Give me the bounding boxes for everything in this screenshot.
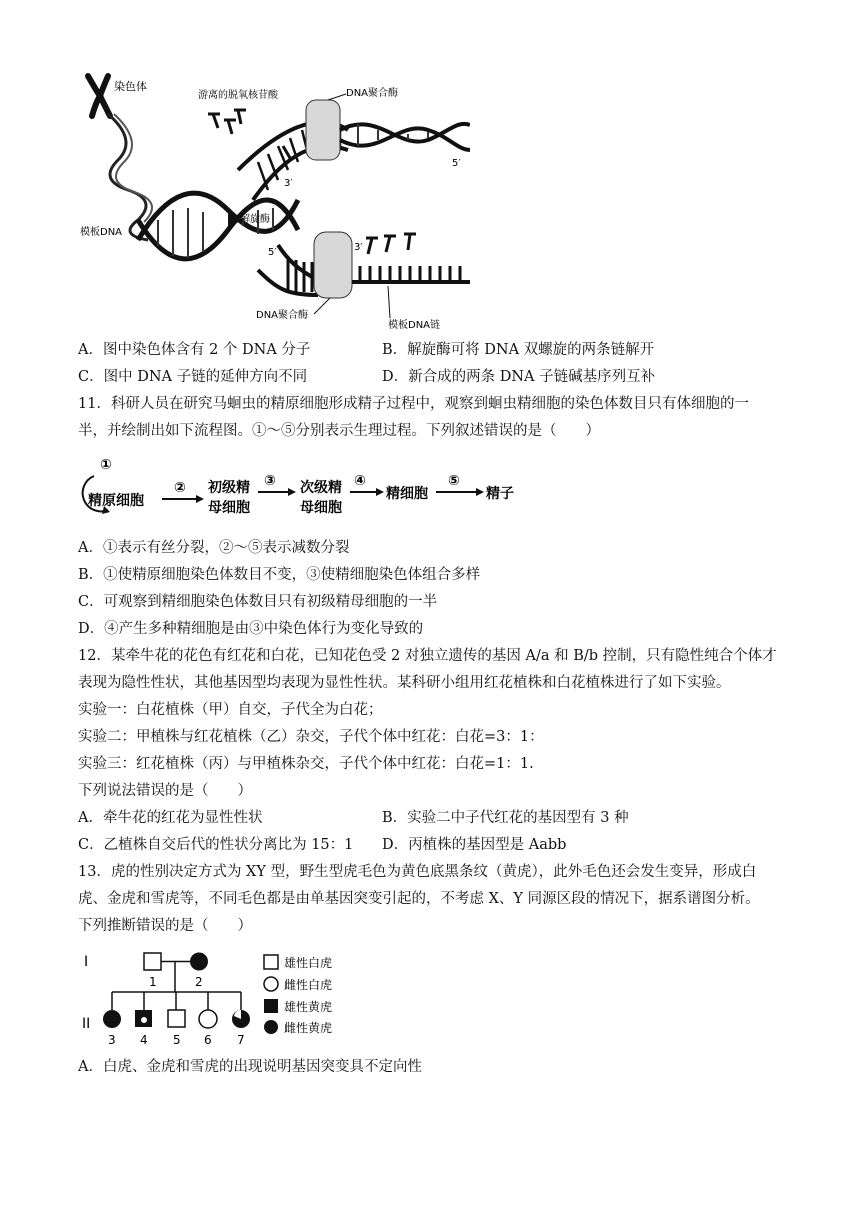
pedigree-num-3: 3 bbox=[108, 1033, 116, 1047]
q12-experiment-3: 实验三：红花植株（丙）与甲植株杂交，子代个体中红花：白花=1：1. bbox=[78, 756, 534, 772]
legend-male-yellow-symbol bbox=[264, 999, 278, 1013]
flow-c2: ② bbox=[174, 480, 186, 496]
pedigree-individual-3 bbox=[103, 1010, 121, 1028]
dna-replication-figure bbox=[78, 70, 470, 332]
flow-spermatogonium: 精原细胞 bbox=[88, 493, 144, 509]
q12-stem-line2: 表现为隐性性状，其他基因型均表现为显性性状。某科研小组用红花植株和白花植株进行了如下实验。 bbox=[78, 675, 731, 691]
legend-male-white: 雄性白虎 bbox=[284, 956, 333, 970]
spermatogenesis-flowchart bbox=[78, 452, 518, 524]
dna-polymerase-bottom-label: DNA聚合酶 bbox=[256, 310, 309, 321]
dna-polymerase-top-label: DNA聚合酶 bbox=[346, 88, 399, 99]
pedigree-individual-5 bbox=[168, 1010, 185, 1027]
flow-c4: ④ bbox=[354, 473, 366, 489]
end-5-bottom: 5′ bbox=[268, 247, 277, 258]
helicase-label: 解旋酶 bbox=[240, 214, 270, 225]
q12-experiment-2: 实验二：甲植株与红花植株（乙）杂交，子代个体中红花：白花=3：1： bbox=[78, 729, 544, 745]
pedigree-num-6: 6 bbox=[204, 1033, 212, 1047]
end-3-bottom: 3′ bbox=[354, 242, 363, 253]
legend-female-white: 雌性白虎 bbox=[284, 978, 333, 992]
legend-female-yellow: 雌性黄虎 bbox=[284, 1021, 333, 1035]
template-strand-label: 模板DNA链 bbox=[388, 320, 441, 331]
upper-daughter-duplex bbox=[238, 100, 470, 200]
flow-primary-1: 初级精 bbox=[208, 480, 250, 496]
q10-option-a: A．图中染色体含有 2 个 DNA 分子 bbox=[78, 342, 311, 358]
flow-secondary-1: 次级精 bbox=[300, 480, 342, 496]
legend-female-yellow-symbol bbox=[264, 1020, 278, 1034]
q11-option-c: C．可观察到精细胞染色体数目只有初级精母细胞的一半 bbox=[78, 594, 438, 610]
q11-option-b: B．①使精原细胞染色体数目不变，③使精细胞染色体组合多样 bbox=[78, 567, 481, 583]
q10-option-b: B．解旋酶可将 DNA 双螺旋的两条链解开 bbox=[382, 342, 655, 358]
pedigree-num-1: 1 bbox=[149, 975, 157, 989]
pedigree-individual-2 bbox=[190, 953, 208, 971]
flow-c3: ③ bbox=[264, 473, 276, 489]
tiger-pedigree-chart bbox=[78, 944, 358, 1048]
free-nucleotides-top bbox=[208, 110, 290, 158]
q12-option-a: A．牵牛花的红花为显性性状 bbox=[78, 810, 263, 826]
flow-secondary-2: 母细胞 bbox=[300, 500, 342, 516]
q10-option-d: D．新合成的两条 DNA 子链碱基序列互补 bbox=[382, 369, 656, 385]
flow-primary-2: 母细胞 bbox=[208, 500, 250, 516]
generation-2-label: II bbox=[82, 1016, 91, 1032]
q13-option-a: A．白虎、金虎和雪虎的出现说明基因突变具不定向性 bbox=[78, 1059, 422, 1075]
chromosome-icon bbox=[88, 76, 110, 116]
generation-1-label: I bbox=[84, 954, 89, 970]
legend-female-white-symbol bbox=[264, 977, 278, 991]
q12-experiment-1: 实验一：白花植株（甲）自交，子代全为白花； bbox=[78, 702, 383, 718]
pedigree-individual-1 bbox=[144, 953, 161, 970]
legend-male-white-symbol bbox=[264, 955, 278, 969]
end-5-top: 5′ bbox=[452, 158, 461, 169]
q12-option-b: B．实验二中子代红花的基因型有 3 种 bbox=[382, 810, 629, 826]
q13-stem-line2: 虎、金虎和雪虎等，不同毛色都是由单基因突变引起的，不考虑 X、Y 同源区段的情况下，据系谱图分析。 bbox=[78, 891, 760, 907]
legend-male-yellow: 雄性黄虎 bbox=[284, 1000, 333, 1014]
q12-option-d: D．丙植株的基因型是 Aabb bbox=[382, 837, 567, 853]
end-3-top: 3′ bbox=[284, 178, 293, 189]
q11-stem-line2: 半，并绘制出如下流程图。①～⑤分别表示生理过程。下列叙述错误的是（ ） bbox=[78, 423, 600, 439]
pedigree-num-5: 5 bbox=[173, 1033, 181, 1047]
q13-question: 下列推断错误的是（ ） bbox=[78, 918, 252, 934]
q12-question: 下列说法错误的是（ ） bbox=[78, 783, 252, 799]
flow-spermatid: 精细胞 bbox=[386, 486, 428, 502]
q12-option-c: C．乙植株自交后代的性状分离比为 15：1 bbox=[78, 837, 354, 853]
free-nucleotides-bottom bbox=[366, 234, 416, 254]
chromosome-label: 染色体 bbox=[114, 80, 147, 93]
pedigree-num-7: 7 bbox=[237, 1033, 245, 1047]
free-nucleotide-label: 游离的脱氧核苷酸 bbox=[198, 90, 278, 101]
pedigree-num-4: 4 bbox=[140, 1033, 148, 1047]
pedigree-legend bbox=[264, 955, 332, 1035]
flow-c1: ① bbox=[100, 457, 112, 473]
q12-stem-line1: 12．某牵牛花的花色有红花和白花，已知花色受 2 对独立遗传的基因 A/a 和 B/b 控制，只有隐性纯合个体才 bbox=[78, 648, 777, 664]
q11-stem-line1: 11．科研人员在研究马蛔虫的精原细胞形成精子过程中，观察到蛔虫精细胞的染色体数目只有体细胞的一 bbox=[78, 396, 749, 412]
pedigree-individual-6 bbox=[199, 1010, 217, 1028]
flow-sperm: 精子 bbox=[486, 486, 514, 502]
q11-option-d: D．④产生多种精细胞是由③中染色体行为变化导致的 bbox=[78, 621, 424, 637]
template-dna-label: 模板DNA bbox=[80, 227, 123, 238]
q11-option-a: A．①表示有丝分裂，②～⑤表示减数分裂 bbox=[78, 540, 350, 556]
pedigree-num-2: 2 bbox=[195, 975, 203, 989]
q10-option-c: C．图中 DNA 子链的延伸方向不同 bbox=[78, 369, 308, 385]
q13-stem-line1: 13．虎的性别决定方式为 XY 型，野生型虎毛色为黄色底黑条纹（黄虎），此外毛色还会发生变异，形成白 bbox=[78, 864, 757, 880]
flow-c5: ⑤ bbox=[448, 473, 460, 489]
lower-daughter-duplex bbox=[258, 232, 470, 298]
